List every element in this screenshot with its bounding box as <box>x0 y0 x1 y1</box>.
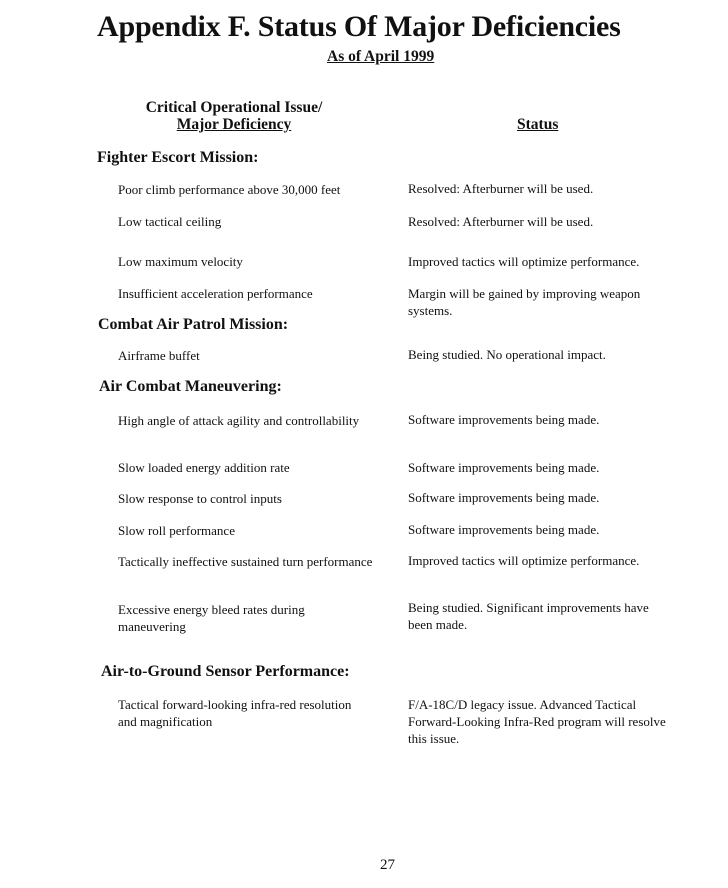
section-heading-air-to-ground-sensor: Air-to-Ground Sensor Performance: <box>101 663 350 680</box>
issue-text: Slow loaded energy addition rate <box>118 460 290 475</box>
issue-text: Airframe buffet <box>118 348 200 363</box>
issue-text: Excessive energy bleed rates during maneuvering <box>118 602 305 634</box>
status-text: Software improvements being made. <box>408 460 600 475</box>
issue-text: Tactically ineffective sustained turn performance <box>118 554 373 569</box>
issue-text: Poor climb performance above 30,000 feet <box>118 182 341 197</box>
issue-text: Slow roll performance <box>118 523 235 538</box>
status-text: Improved tactics will optimize performance. <box>408 254 640 269</box>
status-text: Improved tactics will optimize performance. <box>408 553 640 568</box>
status-text: Resolved: Afterburner will be used. <box>408 214 594 229</box>
status-text: Software improvements being made. <box>408 522 600 537</box>
status-column-header: Status <box>517 116 559 133</box>
status-text: F/A-18C/D legacy issue. Advanced Tactical Forward-Looking Infra-Red program will resolve this issue. <box>408 697 666 746</box>
status-text: Margin will be gained by improving weapon systems. <box>408 286 641 318</box>
issue-column-header-line1: Critical Operational Issue/ <box>145 99 323 116</box>
page-subtitle: As of April 1999 <box>327 48 435 65</box>
page-number: 27 <box>380 857 395 873</box>
section-heading-fighter-escort: Fighter Escort Mission: <box>97 149 259 166</box>
status-text: Software improvements being made. <box>408 412 600 427</box>
page-title: Appendix F. Status Of Major Deficiencies <box>97 10 621 43</box>
section-heading-combat-air-patrol: Combat Air Patrol Mission: <box>98 316 289 333</box>
section-heading-air-combat-maneuvering: Air Combat Maneuvering: <box>99 378 282 395</box>
issue-text: Insufficient acceleration performance <box>118 286 313 301</box>
issue-text: High angle of attack agility and controllability <box>118 413 360 428</box>
issue-text: Low maximum velocity <box>118 254 243 269</box>
status-text: Being studied. No operational impact. <box>408 347 606 362</box>
issue-column-header-line2: Major Deficiency <box>176 116 292 133</box>
status-text: Being studied. Significant improvements have been made. <box>408 600 649 632</box>
status-text: Resolved: Afterburner will be used. <box>408 181 594 196</box>
issue-text: Low tactical ceiling <box>118 214 222 229</box>
issue-text: Tactical forward-looking infra-red resolution and magnification <box>118 697 352 729</box>
issue-column-header <box>120 99 348 133</box>
issue-text: Slow response to control inputs <box>118 491 282 506</box>
status-text: Software improvements being made. <box>408 490 600 505</box>
